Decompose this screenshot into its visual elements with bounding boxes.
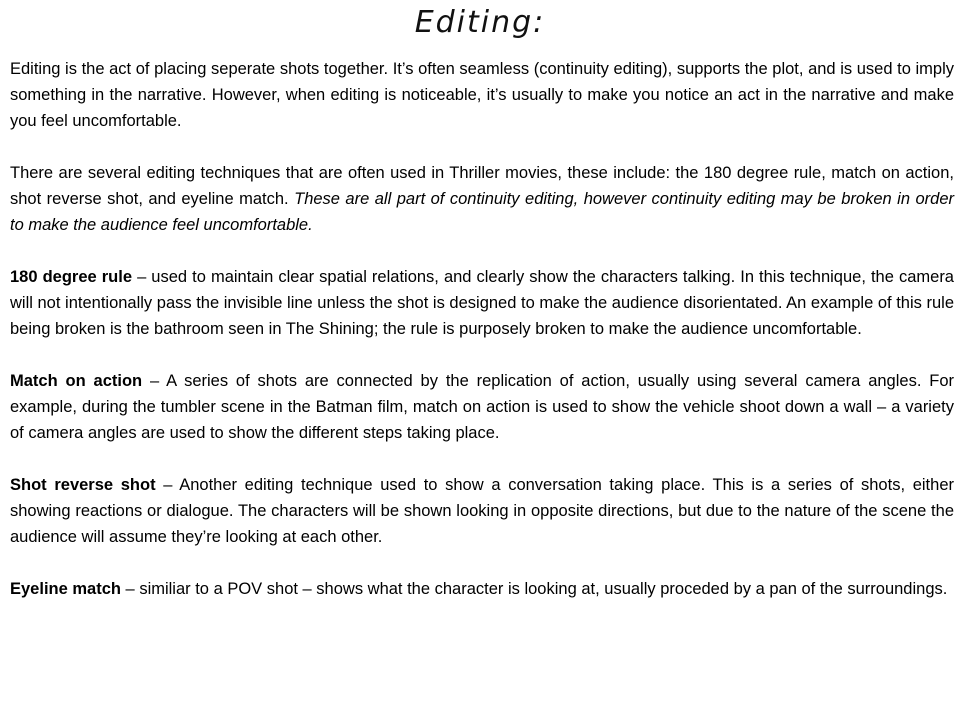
technique-shot-reverse-shot	[10, 472, 954, 550]
techniques-intro-text: There are several editing techniques that are often used in Thriller movies, these include: the 180 degree rule, match on action, shot reverse shot, and eyeline match.	[10, 164, 954, 208]
technique-description: – used to maintain clear spatial relations, and clearly show the characters talking. In this technique, the camera will not intentionally pass the invisible line unless the shot is designed to make the audience disorientated. An example of this rule being broken is the bathroom seen in The Shining; the rule is purposely broken to make the audience uncomfortable.	[10, 268, 954, 338]
technique-description: – A series of shots are connected by the replication of action, usually using several camera angles. For example, during the tumbler scene in the Batman film, match on action is used to show the vehicle shoot down a wall – a variety of camera angles are used to show the different steps taking place.	[10, 372, 955, 442]
technique-term: 180 degree rule	[10, 268, 133, 286]
technique-term: Eyeline match	[10, 580, 121, 598]
continuity-note: These are all part of continuity editing, however continuity editing may be broken in order to make the audience feel uncomfortable.	[10, 190, 954, 234]
technique-eyeline-match	[10, 576, 954, 602]
technique-term: Match on action	[10, 372, 143, 390]
techniques-intro-paragraph	[10, 160, 954, 238]
slide-title: Editing:	[414, 5, 546, 40]
technique-description: – Another editing technique used to show a conversation taking place. This is a series of shots, either showing reactions or dialogue. The characters will be shown looking in opposite directions, but due to the nature of the scene the audience will assume they’re looking at each other.	[10, 476, 954, 546]
technique-180-degree-rule	[10, 264, 954, 342]
technique-term: Shot reverse shot	[10, 476, 156, 494]
technique-description: – similiar to a POV shot – shows what the character is looking at, usually proceded by a pan of the surroundings.	[120, 580, 948, 598]
technique-match-on-action	[10, 368, 954, 446]
slide-body	[10, 56, 954, 602]
intro-paragraph: Editing is the act of placing seperate shots together. It’s often seamless (continuity editing), supports the plot, and is used to imply something in the narrative. However, when editing is noticeable, it’s usually to make you notice an act in the narrative and make you feel uncomfortable.	[10, 60, 954, 130]
